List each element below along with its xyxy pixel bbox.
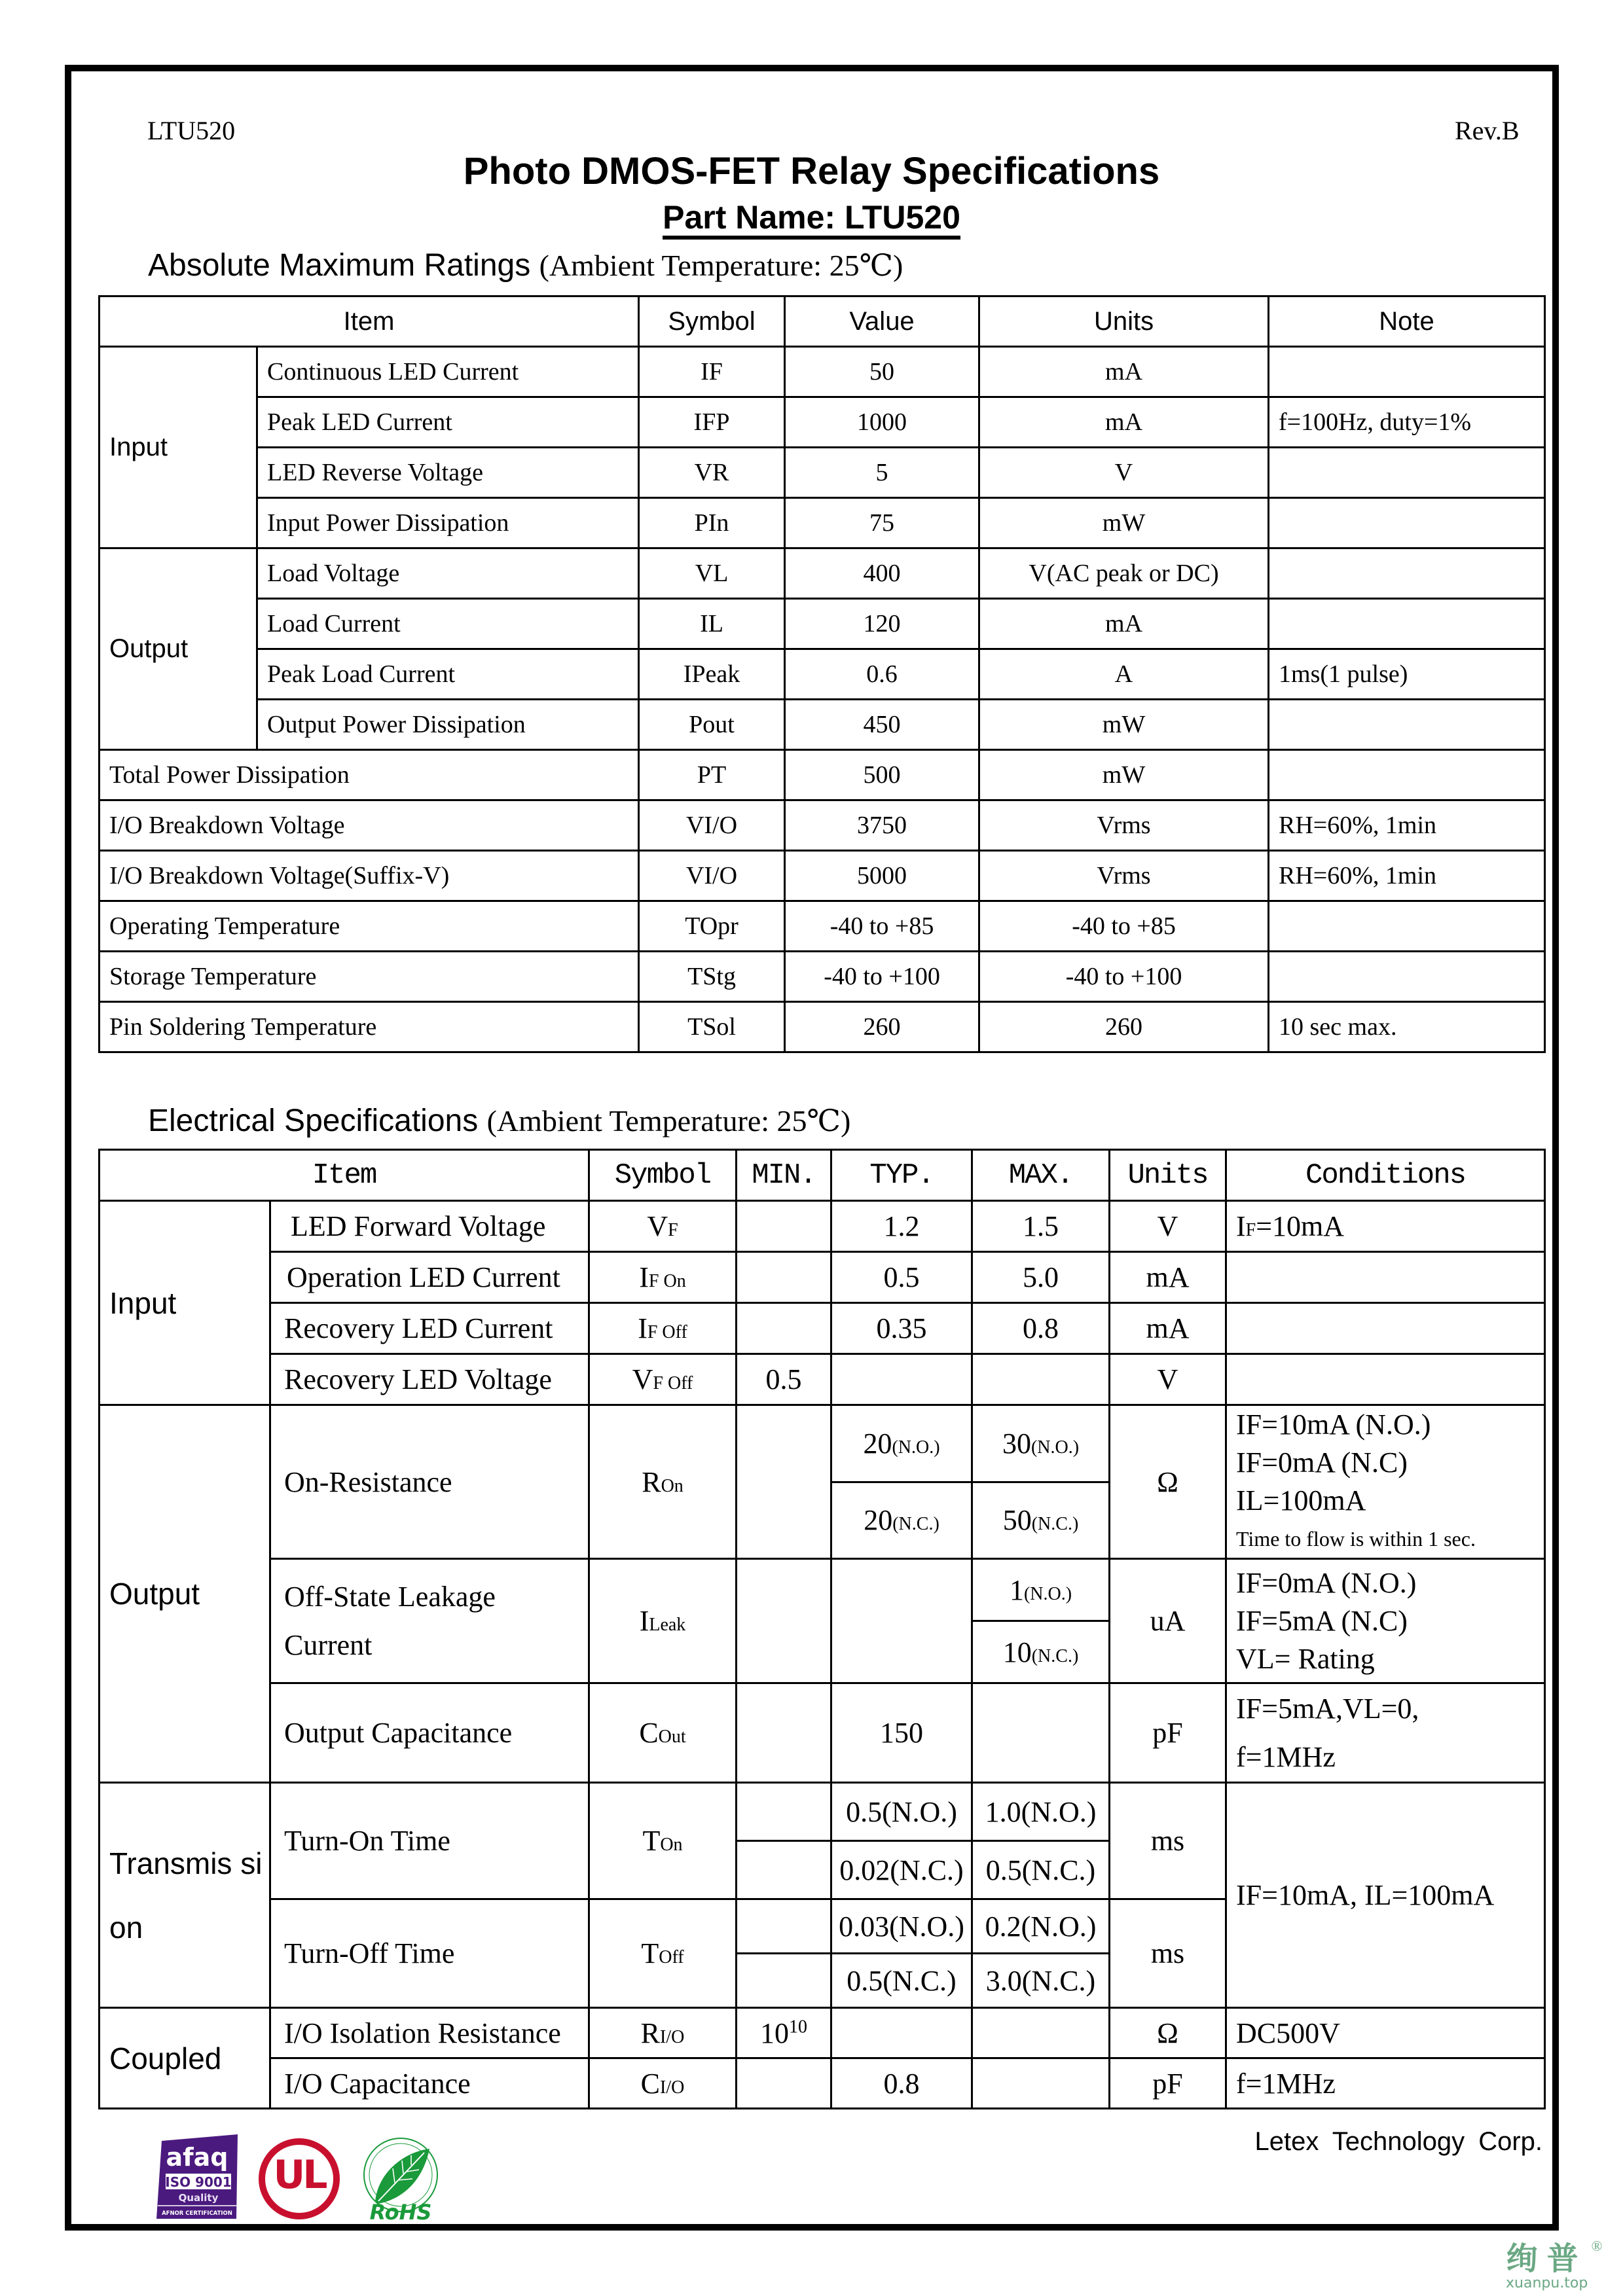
cell-value: 450 [785, 700, 979, 750]
condition-line: IF=10mA (N.O.) [1236, 1408, 1431, 1441]
svg-text:AFNOR CERTIFICATION: AFNOR CERTIFICATION [162, 2210, 232, 2217]
col-header-max: MAX. [972, 1150, 1110, 1201]
cell-symbol: RI/O [589, 2008, 737, 2058]
cell-typ: 0.8 [831, 2058, 972, 2109]
cell-conditions: DC500V [1226, 2008, 1545, 2058]
cell-symbol: TSol [639, 1002, 785, 1052]
cell-units: -40 to +100 [979, 952, 1269, 1002]
cell-conditions [1226, 1303, 1545, 1354]
table-row [100, 1201, 1545, 1252]
cell-units: V [979, 448, 1269, 498]
cell-max: 1.5 [972, 1201, 1110, 1252]
cell-units: mA [1110, 1303, 1226, 1354]
cell-value: 500 [785, 750, 979, 800]
afaq-iso9001-logo-icon [155, 2132, 239, 2219]
cell-item: Off-State Leakage Current [270, 1559, 589, 1683]
cell-note [1269, 599, 1545, 649]
watermark-chinese-text: 绚普 [1506, 2240, 1588, 2277]
cell-min [737, 1841, 831, 1899]
cell-units: A [979, 649, 1269, 700]
cell-conditions: IF=10mA, IL=100mA [1226, 1783, 1545, 2008]
cell-value: 75 [785, 498, 979, 548]
table-row [100, 700, 1545, 750]
col-header-symbol: Symbol [589, 1150, 737, 1201]
cell-symbol: VI/O [639, 851, 785, 901]
condition-line: IF=0mA (N.C) [1236, 1446, 1408, 1479]
cell-item: Load Voltage [257, 548, 639, 599]
cell-typ: 0.35 [831, 1303, 972, 1354]
cell-note: RH=60%, 1min [1269, 800, 1545, 851]
cell-units: Vrms [979, 800, 1269, 851]
cell-units: pF [1110, 1683, 1226, 1783]
cell-units: uA [1110, 1559, 1226, 1683]
watermark-url: xuanpu.top [1506, 2275, 1588, 2291]
table-row [100, 800, 1545, 851]
cell-max-no: 0.2(N.O.) [972, 1899, 1110, 1954]
col-header-conditions: Conditions [1226, 1150, 1545, 1201]
col-header-min: MIN. [737, 1150, 831, 1201]
cell-units: V(AC peak or DC) [979, 548, 1269, 599]
cell-conditions: IF=10mA [1226, 1201, 1545, 1252]
cell-typ [831, 2008, 972, 2058]
col-header-item: Item [100, 1150, 589, 1201]
table-row [100, 1252, 1545, 1303]
cell-symbol: TOpr [639, 901, 785, 952]
electrical-heading-note: (Ambient Temperature: 25℃) [486, 1104, 851, 1138]
col-header-item: Item [100, 296, 639, 347]
cell-symbol: IF On [589, 1252, 737, 1303]
cell-value: 5 [785, 448, 979, 498]
cell-units: -40 to +85 [979, 901, 1269, 952]
header-revision: Rev.B [1455, 116, 1520, 145]
table-row [100, 750, 1545, 800]
condition-line: IL=100mA [1236, 1484, 1366, 1516]
table-row [100, 901, 1545, 952]
cell-value: -40 to +100 [785, 952, 979, 1002]
cell-units: mW [979, 750, 1269, 800]
table-header-row [100, 296, 1545, 347]
cell-note: 10 sec max. [1269, 1002, 1545, 1052]
cell-min [737, 1783, 831, 1841]
cell-max: 0.8 [972, 1303, 1110, 1354]
col-header-value: Value [785, 296, 979, 347]
cell-value: 3750 [785, 800, 979, 851]
table-row [100, 347, 1545, 397]
cell-item: Pin Soldering Temperature [100, 1002, 639, 1052]
cell-typ: 150 [831, 1683, 972, 1783]
cell-units: mA [979, 397, 1269, 448]
part-name-text: Part Name: LTU520 [663, 199, 960, 240]
cell-symbol: VI/O [639, 800, 785, 851]
cell-note: f=100Hz, duty=1% [1269, 397, 1545, 448]
cell-symbol: PIn [639, 498, 785, 548]
abs-max-heading-text: Absolute Maximum Ratings [148, 248, 531, 283]
cell-units: mA [1110, 1252, 1226, 1303]
header-part-code: LTU520 [147, 116, 236, 145]
cell-item: I/O Capacitance [270, 2058, 589, 2109]
table-row [100, 397, 1545, 448]
cell-typ-nc: 0.02(N.C.) [831, 1841, 972, 1899]
cell-value: 400 [785, 548, 979, 599]
cell-note [1269, 952, 1545, 1002]
col-header-symbol: Symbol [639, 296, 785, 347]
cell-units: mW [979, 498, 1269, 548]
electrical-specifications-table [98, 1149, 1546, 2109]
cell-max [972, 1683, 1110, 1783]
abs-max-heading-note: (Ambient Temperature: 25℃) [539, 249, 903, 282]
cell-units: Ω [1110, 2008, 1226, 2058]
group-label-input: Input [100, 1201, 270, 1405]
cell-symbol: ILeak [589, 1559, 737, 1683]
rohs-logo-icon [359, 2136, 443, 2222]
cell-max [972, 1354, 1110, 1405]
table-row [100, 1783, 1545, 1841]
cell-item: Continuous LED Current [257, 347, 639, 397]
cell-value: 5000 [785, 851, 979, 901]
cell-item: I/O Breakdown Voltage [100, 800, 639, 851]
cell-symbol: TStg [639, 952, 785, 1002]
cell-item: Load Current [257, 599, 639, 649]
cell-units: mA [979, 347, 1269, 397]
cell-min [737, 1954, 831, 2008]
cell-min [737, 1559, 831, 1683]
cell-min: $10^{10}$ [737, 2008, 831, 2058]
cell-max-no: 1(N.O.) [972, 1559, 1110, 1621]
cell-item: Turn-Off Time [270, 1899, 589, 2008]
group-label-output: Output [100, 1405, 270, 1783]
cell-conditions [1226, 1559, 1545, 1683]
group-label-transmission: Transmis sion [100, 1783, 270, 2008]
cell-symbol: VF [589, 1201, 737, 1252]
svg-text:RoHS: RoHS [369, 2200, 432, 2222]
cell-typ: 0.5 [831, 1252, 972, 1303]
cell-value: 120 [785, 599, 979, 649]
cell-conditions [1226, 1354, 1545, 1405]
cell-note: RH=60%, 1min [1269, 851, 1545, 901]
condition-line: VL= Rating [1236, 1642, 1375, 1675]
cell-units: mW [979, 700, 1269, 750]
table-row [100, 1683, 1545, 1783]
condition-line: IF=0mA (N.O.) [1236, 1566, 1417, 1599]
cell-symbol: VL [639, 548, 785, 599]
cell-item: Peak Load Current [257, 649, 639, 700]
cell-note [1269, 498, 1545, 548]
table-row [100, 1405, 1545, 1482]
cell-item: Recovery LED Voltage [270, 1354, 589, 1405]
cell-units: 260 [979, 1002, 1269, 1052]
cell-symbol: VF Off [589, 1354, 737, 1405]
cell-value: -40 to +85 [785, 901, 979, 952]
cell-note [1269, 901, 1545, 952]
table-row [100, 548, 1545, 599]
cell-typ-nc: 0.5(N.C.) [831, 1954, 972, 2008]
cell-symbol: Pout [639, 700, 785, 750]
table-row [100, 1354, 1545, 1405]
condition-line: IF=5mA,VL=0, [1236, 1692, 1419, 1725]
cell-max: 5.0 [972, 1252, 1110, 1303]
cell-min [737, 2058, 831, 2109]
cell-symbol: IF Off [589, 1303, 737, 1354]
cell-units: Ω [1110, 1405, 1226, 1559]
cell-value: 1000 [785, 397, 979, 448]
cell-units: ms [1110, 1899, 1226, 2008]
cell-item: LED Forward Voltage [270, 1201, 589, 1252]
svg-text:ISO 9001: ISO 9001 [165, 2174, 232, 2190]
col-header-units: Units [1110, 1150, 1226, 1201]
cell-max [972, 2008, 1110, 2058]
cell-item: On-Resistance [270, 1405, 589, 1559]
table-header-row [100, 1150, 1545, 1201]
table-row [100, 1002, 1545, 1052]
table-row [100, 2008, 1545, 2058]
cell-min [737, 1303, 831, 1354]
absolute-max-ratings-table [98, 295, 1546, 1053]
cell-typ: 1.2 [831, 1201, 972, 1252]
cell-symbol: TOn [589, 1783, 737, 1899]
cell-units: V [1110, 1201, 1226, 1252]
cell-symbol: COut [589, 1683, 737, 1783]
cell-note [1269, 750, 1545, 800]
cell-min [737, 1899, 831, 1954]
cell-value: 260 [785, 1002, 979, 1052]
cell-max-nc: 50(N.C.) [972, 1482, 1110, 1559]
cell-max-no: 30(N.O.) [972, 1405, 1110, 1482]
cell-note [1269, 548, 1545, 599]
electrical-heading [148, 1103, 850, 1139]
cell-units: pF [1110, 2058, 1226, 2109]
page-title: Photo DMOS-FET Relay Specifications [463, 150, 1160, 192]
svg-text:afaq: afaq [166, 2143, 228, 2172]
svg-text:Quality: Quality [178, 2192, 219, 2204]
table-row [100, 448, 1545, 498]
cell-min [737, 1405, 831, 1559]
cell-symbol: IPeak [639, 649, 785, 700]
cell-min: 0.5 [737, 1354, 831, 1405]
cell-conditions [1226, 1252, 1545, 1303]
cell-typ [831, 1354, 972, 1405]
col-header-typ: TYP. [831, 1150, 972, 1201]
cell-units: V [1110, 1354, 1226, 1405]
cell-item: I/O Breakdown Voltage(Suffix-V) [100, 851, 639, 901]
cell-symbol: CI/O [589, 2058, 737, 2109]
cell-typ-no: 0.03(N.O.) [831, 1899, 972, 1954]
cell-typ [831, 1559, 972, 1683]
xuanpu-watermark [1506, 2238, 1603, 2291]
cell-note [1269, 700, 1545, 750]
table-row [100, 851, 1545, 901]
part-name-heading [0, 199, 1623, 240]
cell-max-nc: 3.0(N.C.) [972, 1954, 1110, 2008]
cell-item: I/O Isolation Resistance [270, 2008, 589, 2058]
cell-note: 1ms(1 pulse) [1269, 649, 1545, 700]
cell-item: Storage Temperature [100, 952, 639, 1002]
condition-note: Time to flow is within 1 sec. [1236, 1527, 1476, 1551]
cell-item: Recovery LED Current [270, 1303, 589, 1354]
electrical-heading-text: Electrical Specifications [148, 1103, 479, 1138]
cell-symbol: IF [639, 347, 785, 397]
registered-mark-icon: ® [1591, 2238, 1603, 2254]
table-row [100, 1559, 1545, 1621]
cell-item: Operation LED Current [270, 1252, 589, 1303]
condition-line: IF=5mA (N.C) [1236, 1604, 1408, 1637]
cell-symbol: IL [639, 599, 785, 649]
cell-units: mA [979, 599, 1269, 649]
cell-max-no: 1.0(N.O.) [972, 1783, 1110, 1841]
cell-item: Output Power Dissipation [257, 700, 639, 750]
cell-typ-no: 0.5(N.O.) [831, 1783, 972, 1841]
table-row [100, 599, 1545, 649]
group-label-output: Output [100, 548, 257, 750]
col-header-units: Units [979, 296, 1269, 347]
cell-max [972, 2058, 1110, 2109]
table-row [100, 498, 1545, 548]
cell-conditions [1226, 1683, 1545, 1783]
cell-item: LED Reverse Voltage [257, 448, 639, 498]
cell-max-nc: 10(N.C.) [972, 1621, 1110, 1683]
cell-symbol: IFP [639, 397, 785, 448]
cell-symbol: VR [639, 448, 785, 498]
cell-item: Output Capacitance [270, 1683, 589, 1783]
cell-conditions [1226, 1405, 1545, 1559]
cell-typ-nc: 20(N.C.) [831, 1482, 972, 1559]
cell-item: Input Power Dissipation [257, 498, 639, 548]
cell-note [1269, 347, 1545, 397]
table-row [100, 952, 1545, 1002]
table-row [100, 649, 1545, 700]
cell-typ-no: 20(N.O.) [831, 1405, 972, 1482]
cell-item: Total Power Dissipation [100, 750, 639, 800]
cell-symbol: PT [639, 750, 785, 800]
abs-max-heading [148, 247, 903, 283]
group-label-input: Input [100, 347, 257, 548]
cell-min [737, 1252, 831, 1303]
cell-item: Turn-On Time [270, 1783, 589, 1899]
cell-item: Peak LED Current [257, 397, 639, 448]
cell-units: ms [1110, 1783, 1226, 1899]
group-label-coupled: Coupled [100, 2008, 270, 2109]
cell-units: Vrms [979, 851, 1269, 901]
company-name: Letex Technology Corp. [1254, 2127, 1542, 2156]
cell-value: 50 [785, 347, 979, 397]
cell-symbol: TOff [589, 1899, 737, 2008]
cell-conditions: f=1MHz [1226, 2058, 1545, 2109]
condition-line: f=1MHz [1236, 1740, 1336, 1773]
svg-text:UL: UL [273, 2152, 325, 2198]
cell-item: Operating Temperature [100, 901, 639, 952]
cell-symbol: ROn [589, 1405, 737, 1559]
table-row [100, 1303, 1545, 1354]
cell-max-nc: 0.5(N.C.) [972, 1841, 1110, 1899]
table-row [100, 2058, 1545, 2109]
cell-note [1269, 448, 1545, 498]
cell-min [737, 1683, 831, 1783]
ul-logo-icon [257, 2137, 341, 2221]
col-header-note: Note [1269, 296, 1545, 347]
cell-min [737, 1201, 831, 1252]
cell-value: 0.6 [785, 649, 979, 700]
